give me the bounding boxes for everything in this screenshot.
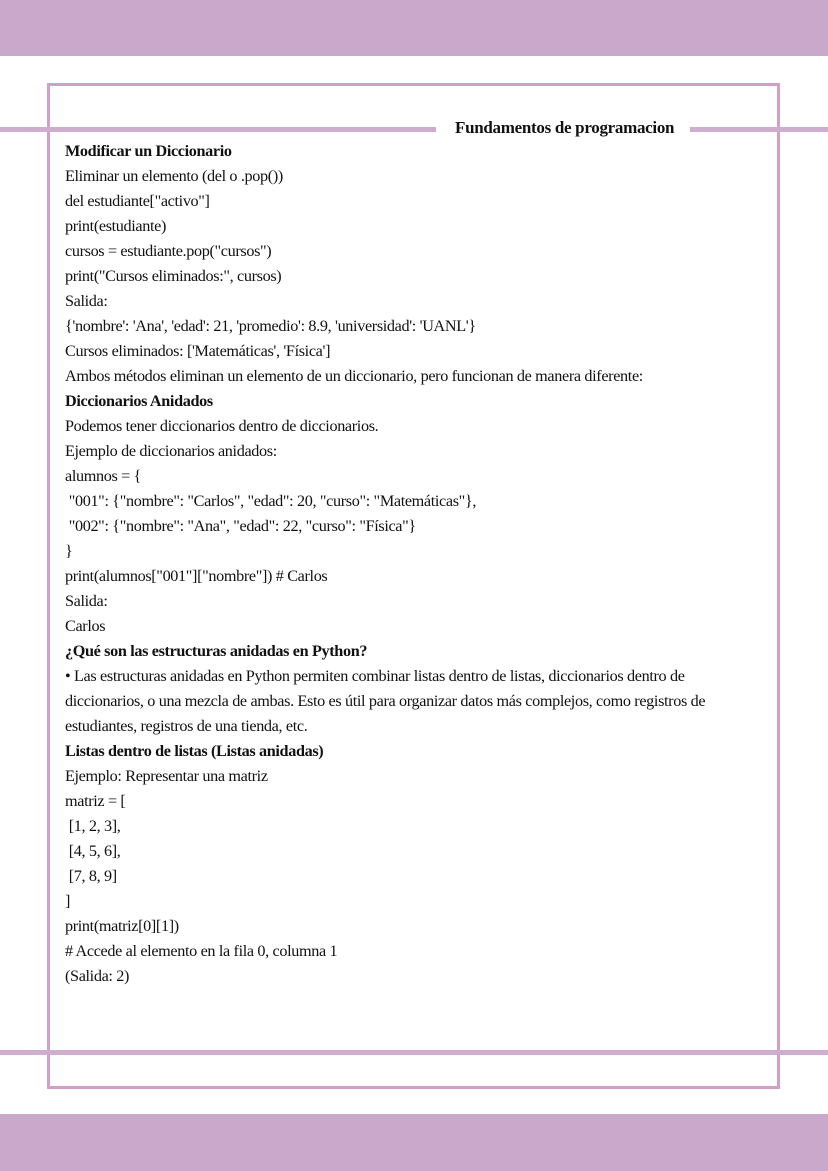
document-body [65,139,765,989]
header-rule-right [690,127,828,132]
text-line: Ejemplo: Representar una matriz [65,767,268,785]
text-line: Ambos métodos eliminan un elemento de un diccionario, pero funcionan de manera diferente: [65,367,643,385]
page-header-title: Fundamentos de programacion [455,118,675,137]
header-rule-left [0,127,436,132]
code-line: {'nombre': 'Ana', 'edad': 21, 'promedio': 8.9, 'universidad': 'UANL'} [65,317,476,335]
section-heading: Diccionarios Anidados [65,392,213,410]
text-line: estudiantes, registros de una tienda, etc. [65,717,308,735]
text-line: • Las estructuras anidadas en Python permiten combinar listas dentro de listas, diccionarios dentro de [65,667,685,685]
code-line: alumnos = { [65,467,141,485]
code-line: Cursos eliminados: ['Matemáticas', 'Física'] [65,342,331,360]
text-line: (Salida: 2) [65,967,130,985]
top-banner [0,0,828,56]
code-line: print(alumnos["001"]["nombre"]) # Carlos [65,567,328,585]
code-line: } [65,542,73,560]
section-heading: ¿Qué son las estructuras anidadas en Python? [65,642,368,660]
code-line: Carlos [65,617,106,635]
code-line: del estudiante["activo"] [65,192,210,210]
code-line: [7, 8, 9] [65,867,117,885]
bottom-banner [0,1114,828,1171]
code-line: ] [65,892,71,910]
text-line: Eliminar un elemento (del o .pop()) [65,167,283,185]
text-line: Podemos tener diccionarios dentro de diccionarios. [65,417,379,435]
code-line: matriz = [ [65,792,126,810]
text-line: Salida: [65,292,108,310]
section-heading: Modificar un Diccionario [65,142,232,160]
code-line: print("Cursos eliminados:", cursos) [65,267,282,285]
code-line: # Accede al elemento en la fila 0, columna 1 [65,942,338,960]
code-line: [4, 5, 6], [65,842,121,860]
code-line: [1, 2, 3], [65,817,121,835]
footer-rule [0,1050,828,1055]
text-line: Ejemplo de diccionarios anidados: [65,442,277,460]
code-line: "002": {"nombre": "Ana", "edad": 22, "curso": "Física"} [65,517,416,535]
text-line: diccionarios, o una mezcla de ambas. Esto es útil para organizar datos más complejos, como registros de [65,692,706,710]
section-heading: Listas dentro de listas (Listas anidadas) [65,742,324,760]
code-line: cursos = estudiante.pop("cursos") [65,242,272,260]
code-line: print(matriz[0][1]) [65,917,179,935]
code-line: "001": {"nombre": "Carlos", "edad": 20, "curso": "Matemáticas"}, [65,492,477,510]
code-line: print(estudiante) [65,217,167,235]
text-line: Salida: [65,592,108,610]
